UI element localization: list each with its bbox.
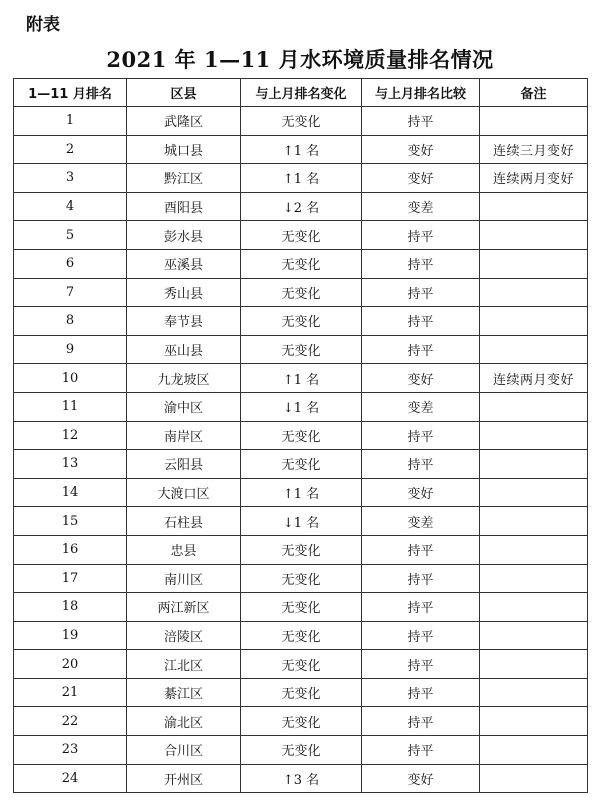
district-cell: 合川区 bbox=[127, 736, 241, 765]
header-row bbox=[14, 79, 588, 107]
table-row bbox=[14, 164, 588, 193]
rank-change-cell: 无变化 bbox=[241, 535, 362, 564]
rank-cell: 22 bbox=[14, 707, 127, 736]
remarks-cell bbox=[480, 107, 588, 136]
remarks-cell: 连续三月变好 bbox=[480, 135, 588, 164]
rank-cell: 17 bbox=[14, 564, 127, 593]
table-body bbox=[14, 107, 588, 793]
remarks-cell bbox=[480, 278, 588, 307]
comparison-cell: 持平 bbox=[362, 707, 480, 736]
comparison-cell: 持平 bbox=[362, 249, 480, 278]
district-cell: 彭水县 bbox=[127, 221, 241, 250]
rank-change-cell: ↓2 名 bbox=[241, 192, 362, 221]
rank-change-cell: 无变化 bbox=[241, 736, 362, 765]
table-row bbox=[14, 421, 588, 450]
ranking-table bbox=[13, 78, 588, 793]
rank-cell: 4 bbox=[14, 192, 127, 221]
remarks-cell: 连续两月变好 bbox=[480, 164, 588, 193]
table-row bbox=[14, 707, 588, 736]
rank-cell: 23 bbox=[14, 736, 127, 765]
table-row bbox=[14, 507, 588, 536]
header-rank: 1—11 月排名 bbox=[14, 79, 127, 107]
district-cell: 石柱县 bbox=[127, 507, 241, 536]
table-row bbox=[14, 192, 588, 221]
table-row bbox=[14, 249, 588, 278]
rank-change-cell: 无变化 bbox=[241, 621, 362, 650]
table-row bbox=[14, 278, 588, 307]
comparison-cell: 持平 bbox=[362, 593, 480, 622]
remarks-cell bbox=[480, 764, 588, 793]
rank-change-cell: ↑1 名 bbox=[241, 364, 362, 393]
district-cell: 渝北区 bbox=[127, 707, 241, 736]
rank-change-cell: ↑1 名 bbox=[241, 164, 362, 193]
district-cell: 南川区 bbox=[127, 564, 241, 593]
rank-change-cell: ↓1 名 bbox=[241, 392, 362, 421]
rank-change-cell: ↑3 名 bbox=[241, 764, 362, 793]
table-row bbox=[14, 593, 588, 622]
rank-change-cell: 无变化 bbox=[241, 678, 362, 707]
table-row bbox=[14, 221, 588, 250]
comparison-cell: 持平 bbox=[362, 736, 480, 765]
table-row bbox=[14, 450, 588, 479]
district-cell: 城口县 bbox=[127, 135, 241, 164]
rank-cell: 11 bbox=[14, 392, 127, 421]
rank-cell: 14 bbox=[14, 478, 127, 507]
comparison-cell: 变好 bbox=[362, 764, 480, 793]
remarks-cell bbox=[480, 392, 588, 421]
district-cell: 九龙坡区 bbox=[127, 364, 241, 393]
remarks-cell bbox=[480, 335, 588, 364]
rank-cell: 6 bbox=[14, 249, 127, 278]
remarks-cell: 连续两月变好 bbox=[480, 364, 588, 393]
table-row bbox=[14, 392, 588, 421]
comparison-cell: 持平 bbox=[362, 421, 480, 450]
table-row bbox=[14, 678, 588, 707]
rank-cell: 8 bbox=[14, 307, 127, 336]
rank-change-cell: ↓1 名 bbox=[241, 507, 362, 536]
remarks-cell bbox=[480, 507, 588, 536]
rank-cell: 16 bbox=[14, 535, 127, 564]
remarks-cell bbox=[480, 564, 588, 593]
remarks-cell bbox=[480, 736, 588, 765]
rank-change-cell: 无变化 bbox=[241, 593, 362, 622]
comparison-cell: 持平 bbox=[362, 450, 480, 479]
table-row bbox=[14, 564, 588, 593]
comparison-cell: 持平 bbox=[362, 335, 480, 364]
comparison-cell: 持平 bbox=[362, 564, 480, 593]
rank-change-cell: 无变化 bbox=[241, 707, 362, 736]
remarks-cell bbox=[480, 621, 588, 650]
remarks-cell bbox=[480, 478, 588, 507]
district-cell: 綦江区 bbox=[127, 678, 241, 707]
comparison-cell: 变好 bbox=[362, 478, 480, 507]
table-row bbox=[14, 307, 588, 336]
table-row bbox=[14, 650, 588, 679]
remarks-cell bbox=[480, 535, 588, 564]
rank-cell: 7 bbox=[14, 278, 127, 307]
district-cell: 涪陵区 bbox=[127, 621, 241, 650]
rank-cell: 18 bbox=[14, 593, 127, 622]
table-row bbox=[14, 764, 588, 793]
rank-cell: 24 bbox=[14, 764, 127, 793]
table-row bbox=[14, 107, 588, 136]
comparison-cell: 变差 bbox=[362, 392, 480, 421]
rank-cell: 19 bbox=[14, 621, 127, 650]
rank-change-cell: 无变化 bbox=[241, 421, 362, 450]
rank-cell: 21 bbox=[14, 678, 127, 707]
district-cell: 忠县 bbox=[127, 535, 241, 564]
rank-change-cell: ↑1 名 bbox=[241, 135, 362, 164]
comparison-cell: 持平 bbox=[362, 535, 480, 564]
remarks-cell bbox=[480, 192, 588, 221]
remarks-cell bbox=[480, 650, 588, 679]
rank-cell: 13 bbox=[14, 450, 127, 479]
rank-change-cell: 无变化 bbox=[241, 650, 362, 679]
rank-cell: 20 bbox=[14, 650, 127, 679]
comparison-cell: 持平 bbox=[362, 278, 480, 307]
comparison-cell: 变好 bbox=[362, 364, 480, 393]
remarks-cell bbox=[480, 707, 588, 736]
comparison-cell: 持平 bbox=[362, 221, 480, 250]
rank-change-cell: ↑1 名 bbox=[241, 478, 362, 507]
district-cell: 开州区 bbox=[127, 764, 241, 793]
header-district: 区县 bbox=[127, 79, 241, 107]
district-cell: 云阳县 bbox=[127, 450, 241, 479]
remarks-cell bbox=[480, 221, 588, 250]
table-row bbox=[14, 364, 588, 393]
table-title: 2021 年 1—11 月水环境质量排名情况 bbox=[106, 47, 494, 72]
district-cell: 黔江区 bbox=[127, 164, 241, 193]
rank-change-cell: 无变化 bbox=[241, 450, 362, 479]
comparison-cell: 持平 bbox=[362, 621, 480, 650]
remarks-cell bbox=[480, 450, 588, 479]
rank-cell: 2 bbox=[14, 135, 127, 164]
rank-cell: 5 bbox=[14, 221, 127, 250]
rank-change-cell: 无变化 bbox=[241, 307, 362, 336]
table-row bbox=[14, 478, 588, 507]
rank-cell: 1 bbox=[14, 107, 127, 136]
rank-change-cell: 无变化 bbox=[241, 221, 362, 250]
comparison-cell: 持平 bbox=[362, 307, 480, 336]
remarks-cell bbox=[480, 678, 588, 707]
table-row bbox=[14, 335, 588, 364]
header-rank-change: 与上月排名变化 bbox=[241, 79, 362, 107]
district-cell: 南岸区 bbox=[127, 421, 241, 450]
remarks-cell bbox=[480, 249, 588, 278]
remarks-cell bbox=[480, 593, 588, 622]
comparison-cell: 持平 bbox=[362, 107, 480, 136]
comparison-cell: 变好 bbox=[362, 164, 480, 193]
rank-change-cell: 无变化 bbox=[241, 107, 362, 136]
rank-cell: 10 bbox=[14, 364, 127, 393]
table-row bbox=[14, 535, 588, 564]
rank-change-cell: 无变化 bbox=[241, 249, 362, 278]
header-comparison: 与上月排名比较 bbox=[362, 79, 480, 107]
rank-change-cell: 无变化 bbox=[241, 564, 362, 593]
district-cell: 武隆区 bbox=[127, 107, 241, 136]
district-cell: 巫溪县 bbox=[127, 249, 241, 278]
district-cell: 大渡口区 bbox=[127, 478, 241, 507]
district-cell: 江北区 bbox=[127, 650, 241, 679]
rank-change-cell: 无变化 bbox=[241, 335, 362, 364]
comparison-cell: 持平 bbox=[362, 650, 480, 679]
district-cell: 奉节县 bbox=[127, 307, 241, 336]
rank-cell: 3 bbox=[14, 164, 127, 193]
district-cell: 巫山县 bbox=[127, 335, 241, 364]
rank-change-cell: 无变化 bbox=[241, 278, 362, 307]
rank-cell: 15 bbox=[14, 507, 127, 536]
appendix-label: 附表 bbox=[26, 15, 60, 35]
district-cell: 两江新区 bbox=[127, 593, 241, 622]
header-remarks: 备注 bbox=[480, 79, 588, 107]
comparison-cell: 变差 bbox=[362, 507, 480, 536]
district-cell: 渝中区 bbox=[127, 392, 241, 421]
district-cell: 酉阳县 bbox=[127, 192, 241, 221]
table-row bbox=[14, 135, 588, 164]
district-cell: 秀山县 bbox=[127, 278, 241, 307]
remarks-cell bbox=[480, 307, 588, 336]
table-row bbox=[14, 736, 588, 765]
comparison-cell: 变好 bbox=[362, 135, 480, 164]
table-row bbox=[14, 621, 588, 650]
rank-cell: 12 bbox=[14, 421, 127, 450]
rank-cell: 9 bbox=[14, 335, 127, 364]
comparison-cell: 持平 bbox=[362, 678, 480, 707]
comparison-cell: 变差 bbox=[362, 192, 480, 221]
remarks-cell bbox=[480, 421, 588, 450]
